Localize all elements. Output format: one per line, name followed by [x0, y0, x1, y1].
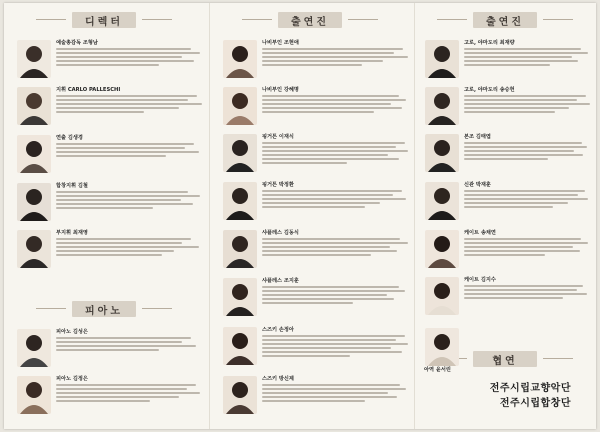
column-directors	[4, 3, 209, 429]
profile-item	[4, 135, 209, 179]
section-banner-cooperation: 협연	[473, 351, 537, 367]
portrait-photo	[17, 40, 51, 78]
profile-item	[415, 230, 596, 274]
profile-role: 케이트 송채연	[464, 230, 496, 236]
profile-item	[4, 87, 209, 131]
sponsor-symphony: 전주시립교향악단	[489, 383, 571, 394]
portrait-photo	[223, 230, 257, 268]
profile-role: 피아노 김성은	[56, 329, 88, 335]
section-banner-director: 디렉터	[72, 12, 136, 28]
profile-item	[4, 329, 209, 373]
profile-item	[415, 87, 596, 131]
profile-role: 고로, 야마도리 송승헌	[464, 87, 515, 93]
profile-item	[4, 183, 209, 227]
portrait-photo	[223, 182, 257, 220]
profile-item	[210, 134, 415, 178]
profile-item	[4, 230, 209, 274]
profile-role: 핑거튼 박정환	[262, 182, 294, 188]
column-cast	[209, 3, 415, 429]
profile-role: 케이트 김지수	[464, 277, 496, 283]
portrait-photo	[223, 327, 257, 365]
profile-role: 예술총감독 조형남	[56, 40, 98, 46]
portrait-photo	[425, 134, 459, 172]
portrait-photo	[223, 87, 257, 125]
portrait-photo	[223, 40, 257, 78]
profile-role: 스즈키 손정아	[262, 327, 294, 333]
portrait-photo	[425, 328, 459, 366]
profile-role: 스즈키 방신제	[262, 376, 294, 382]
profile-role: 합창지휘 김철	[56, 183, 88, 189]
portrait-photo	[425, 277, 459, 315]
portrait-photo	[223, 134, 257, 172]
profile-item	[415, 134, 596, 178]
portrait-photo	[425, 40, 459, 78]
profile-item	[415, 40, 596, 84]
child-cast-label: 아역 윤서린	[424, 367, 451, 373]
sponsor-choir: 전주시립합창단	[499, 398, 571, 409]
section-banner-piano: 피아노	[72, 301, 136, 317]
section-banner-cast-2: 출연진	[473, 12, 537, 28]
profile-item	[4, 376, 209, 420]
profile-role: 핑거튼 이재식	[262, 134, 294, 140]
profile-role: 신관 박재훈	[464, 182, 491, 188]
portrait-photo	[425, 87, 459, 125]
portrait-photo	[17, 329, 51, 367]
profile-item	[210, 278, 415, 322]
profile-item	[4, 40, 209, 84]
profile-role: 피아노 김정은	[56, 376, 88, 382]
profile-role: 나비부인 강혜명	[262, 87, 299, 93]
portrait-photo	[17, 376, 51, 414]
portrait-photo	[17, 87, 51, 125]
profile-role: 지휘 CARLO PALLESCHI	[56, 87, 121, 93]
profile-item	[415, 182, 596, 226]
column-cast-2	[414, 3, 596, 429]
profile-role: 나비부인 조현애	[262, 40, 299, 46]
portrait-photo	[17, 135, 51, 173]
section-banner-cast: 출연진	[278, 12, 342, 28]
profile-role: 고로, 야마도리 최재량	[464, 40, 515, 46]
portrait-photo	[17, 230, 51, 268]
profile-role: 연출 김생경	[56, 135, 83, 141]
profile-item	[210, 87, 415, 131]
portrait-photo	[425, 230, 459, 268]
portrait-photo	[425, 182, 459, 220]
program-sheet	[4, 3, 596, 429]
profile-item	[210, 376, 415, 420]
portrait-photo	[223, 278, 257, 316]
profile-role: 샤플레스 조지훈	[262, 278, 299, 284]
profile-role: 본조 김태엽	[464, 134, 491, 140]
profile-item	[210, 327, 415, 371]
profile-item	[210, 230, 415, 274]
child-cast-item	[415, 328, 465, 372]
profile-item	[415, 277, 596, 321]
profile-item	[210, 182, 415, 226]
profile-role: 샤플레스 김동식	[262, 230, 299, 236]
portrait-photo	[223, 376, 257, 414]
profile-item	[210, 40, 415, 84]
profile-role: 부지휘 최재영	[56, 230, 88, 236]
portrait-photo	[17, 183, 51, 221]
